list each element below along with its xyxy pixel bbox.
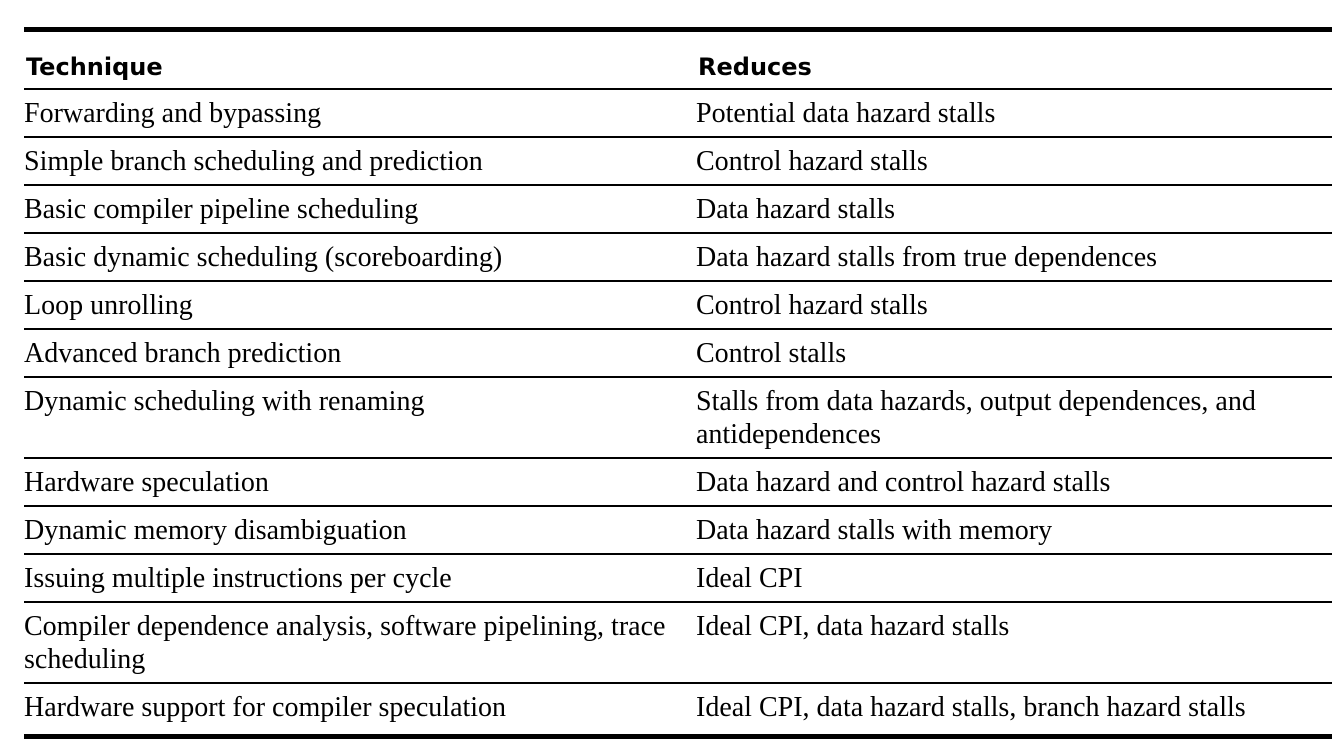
cell-reduces: Stalls from data hazards, output dependences, and antidependences bbox=[696, 377, 1332, 458]
cell-reduces: Data hazard stalls with memory bbox=[696, 506, 1332, 554]
table-grid bbox=[24, 32, 1332, 734]
cell-reduces: Data hazard stalls bbox=[696, 185, 1332, 233]
cell-reduces: Ideal CPI bbox=[696, 554, 1332, 602]
cell-reduces: Data hazard stalls from true dependences bbox=[696, 233, 1332, 281]
cell-technique: Hardware speculation bbox=[24, 458, 696, 506]
table-row bbox=[24, 683, 1332, 734]
table-row bbox=[24, 458, 1332, 506]
table-row bbox=[24, 233, 1332, 281]
cell-reduces: Ideal CPI, data hazard stalls, branch hazard stalls bbox=[696, 692, 1246, 723]
cell-technique: Forwarding and bypassing bbox=[24, 89, 696, 137]
technique-table bbox=[24, 27, 1332, 739]
table-row bbox=[24, 137, 1332, 185]
cell-technique: Advanced branch prediction bbox=[24, 329, 696, 377]
table-row bbox=[24, 89, 1332, 137]
table-bottom-rule bbox=[24, 734, 1332, 739]
cell-reduces: Data hazard and control hazard stalls bbox=[696, 458, 1332, 506]
table-row bbox=[24, 281, 1332, 329]
cell-reduces: Control hazard stalls bbox=[696, 137, 1332, 185]
cell-technique: Dynamic scheduling with renaming bbox=[24, 377, 696, 458]
cell-technique: Loop unrolling bbox=[24, 281, 696, 329]
cell-reduces: Control hazard stalls bbox=[696, 281, 1332, 329]
cell-technique: Simple branch scheduling and prediction bbox=[24, 137, 696, 185]
header-reduces: Reduces bbox=[696, 32, 1332, 89]
header-technique: Technique bbox=[24, 32, 696, 89]
cell-technique: Issuing multiple instructions per cycle bbox=[24, 554, 696, 602]
cell-technique: Basic dynamic scheduling (scoreboarding) bbox=[24, 233, 696, 281]
table-row bbox=[24, 377, 1332, 458]
cell-reduces: Potential data hazard stalls bbox=[696, 89, 1332, 137]
table-row bbox=[24, 185, 1332, 233]
table-row bbox=[24, 602, 1332, 683]
cell-technique: Basic compiler pipeline scheduling bbox=[24, 185, 696, 233]
cell-technique: Hardware support for compiler speculation bbox=[24, 692, 507, 723]
cell-reduces: Ideal CPI, data hazard stalls bbox=[696, 602, 1332, 683]
cell-technique: Dynamic memory disambiguation bbox=[24, 506, 696, 554]
table-row bbox=[24, 506, 1332, 554]
cell-technique: Compiler dependence analysis, software pipelining, trace scheduling bbox=[24, 602, 696, 683]
table-row bbox=[24, 554, 1332, 602]
table-row bbox=[24, 329, 1332, 377]
table-header-row bbox=[24, 32, 1332, 89]
cell-reduces: Control stalls bbox=[696, 329, 1332, 377]
